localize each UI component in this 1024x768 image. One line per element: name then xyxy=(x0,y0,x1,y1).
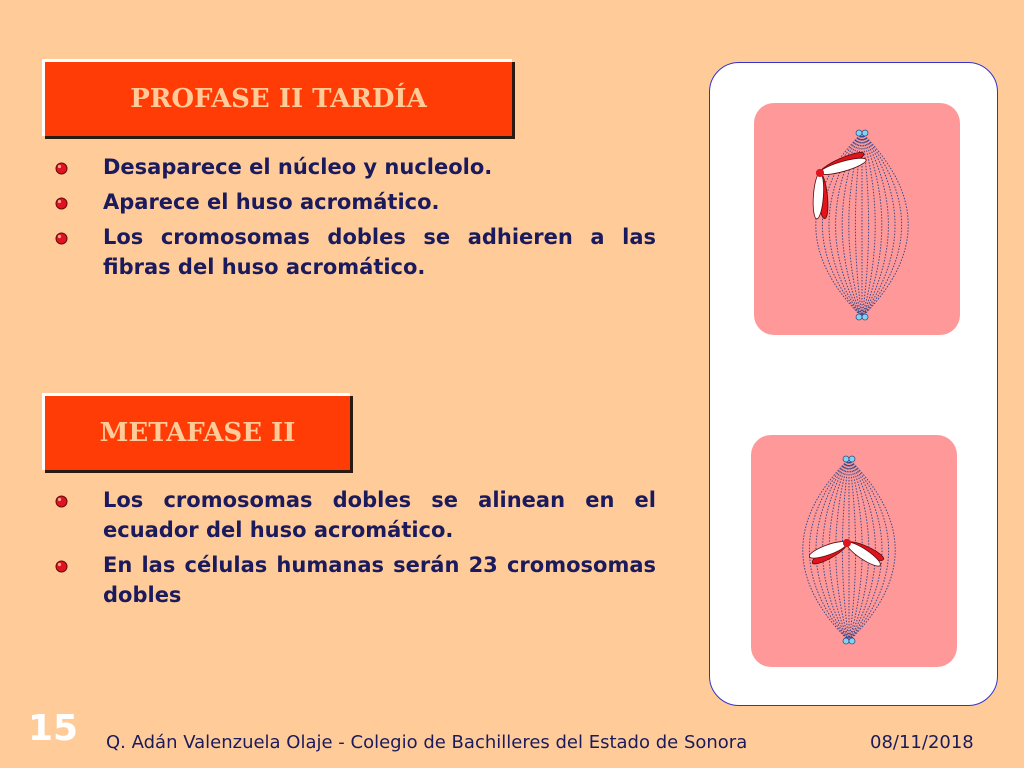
centriole-icon xyxy=(856,314,868,320)
metaphase-cell xyxy=(751,435,957,667)
red-bullet-icon xyxy=(55,162,68,175)
list-item xyxy=(55,222,656,282)
list-item xyxy=(55,152,656,182)
title-banner-metafase xyxy=(42,393,350,470)
footer-author: Q. Adán Valenzuela Olaje - Colegio de Bachilleres del Estado de Sonora xyxy=(106,732,748,753)
bullet-text: En las células humanas serán 23 cromosomas dobles xyxy=(103,553,656,607)
bullet-list-metafase xyxy=(55,485,656,615)
red-bullet-icon xyxy=(55,560,68,573)
section-title: PROFASE II TARDÍA xyxy=(130,84,427,114)
chromosome-icon xyxy=(812,169,830,219)
red-bullet-icon xyxy=(55,197,68,210)
illustration-panel xyxy=(709,62,998,706)
bullet-text: Desaparece el núcleo y nucleolo. xyxy=(103,155,493,179)
list-item xyxy=(55,550,656,610)
centriole-icon xyxy=(856,130,868,136)
bullet-list-profase xyxy=(55,152,656,287)
red-bullet-icon xyxy=(55,232,68,245)
list-item xyxy=(55,187,656,217)
prophase-cell xyxy=(754,103,960,335)
footer-date: 08/11/2018 xyxy=(870,732,974,753)
list-item xyxy=(55,485,656,545)
red-bullet-icon xyxy=(55,495,68,508)
bullet-text: Los cromosomas dobles se adhieren a las fibras del huso acromático. xyxy=(103,225,656,279)
title-banner-profase xyxy=(42,59,512,136)
bullet-text: Los cromosomas dobles se alinean en el ecuador del huso acromático. xyxy=(103,488,656,542)
slide-number: 15 xyxy=(28,708,79,749)
centriole-icon xyxy=(843,456,855,462)
section-title: METAFASE II xyxy=(99,418,296,448)
spindle-prophase-icon xyxy=(754,103,960,335)
spindle-metaphase-icon xyxy=(751,435,957,667)
bullet-text: Aparece el huso acromático. xyxy=(103,190,440,214)
